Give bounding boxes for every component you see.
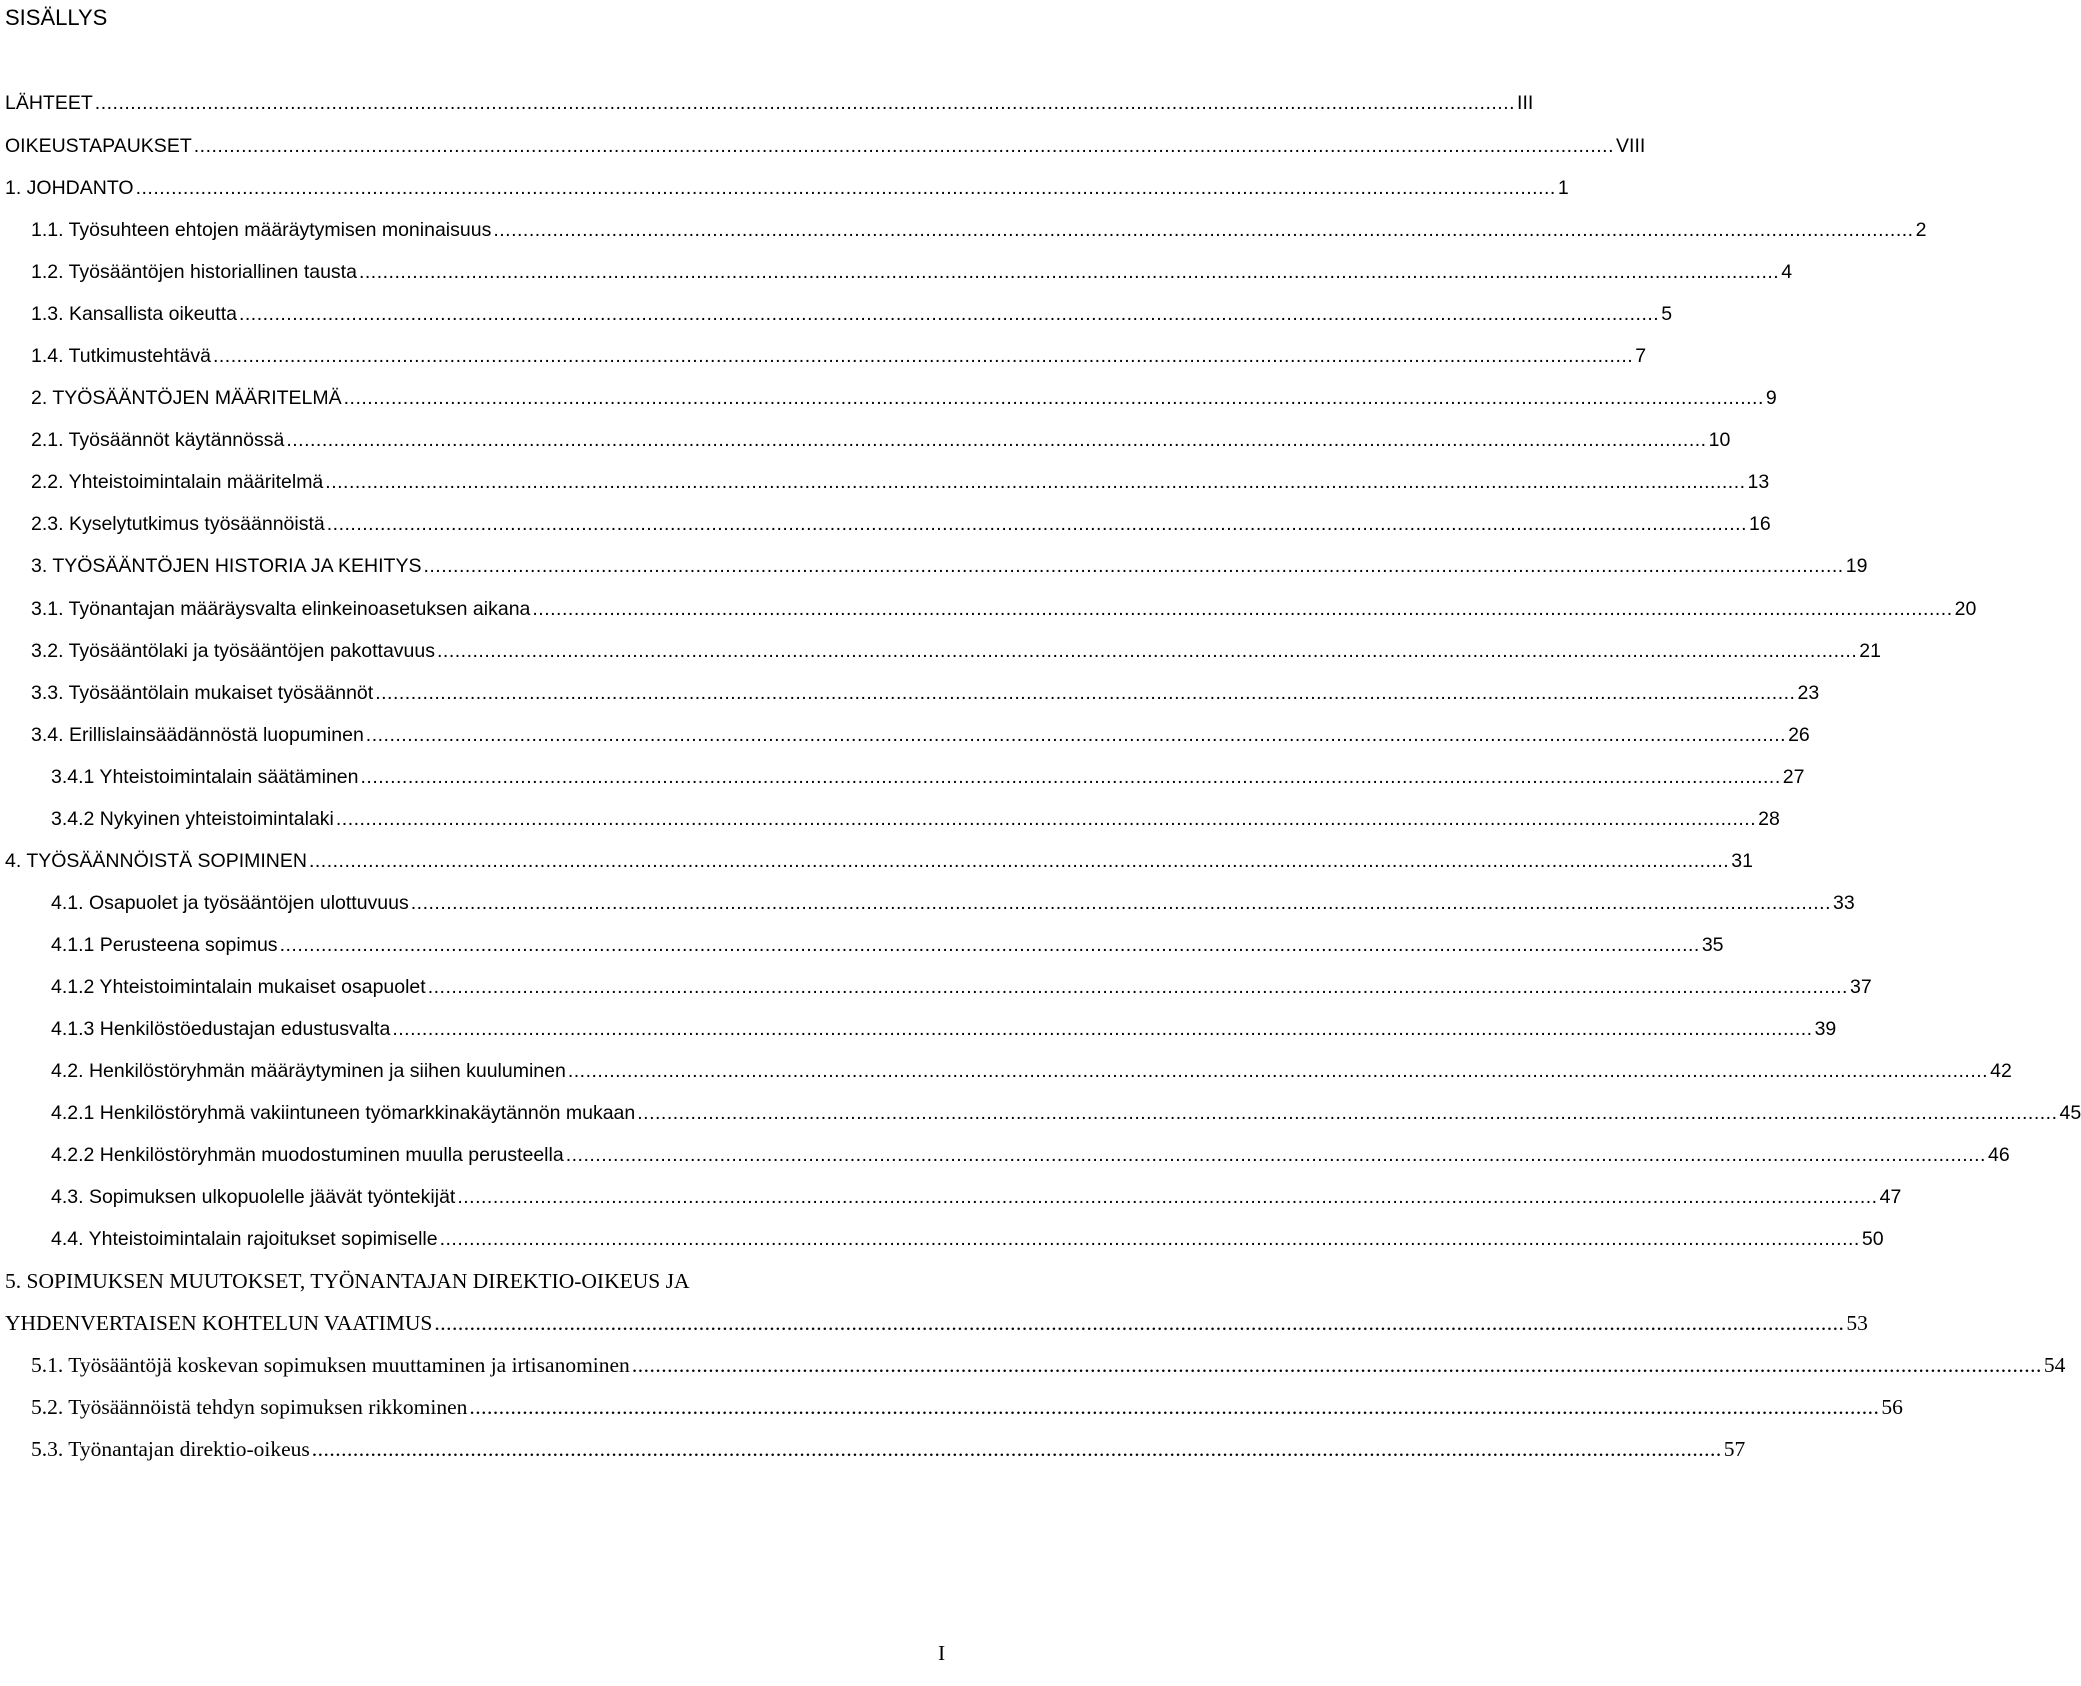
toc-leader-dots: ................................................................................................................................................................................................................................................	[193, 135, 1615, 157]
toc-entry	[31, 636, 1881, 666]
toc-entry-page: 47	[1879, 1186, 1902, 1208]
toc-leader-dots: ................................................................................................................................................................................................................................................	[358, 261, 1780, 283]
toc-entry	[5, 88, 1534, 118]
page-number: I	[938, 1641, 946, 1665]
toc-entry	[51, 1182, 1902, 1212]
toc-entry	[31, 551, 1868, 581]
toc-entry	[51, 762, 1805, 792]
toc-entry-label: 3.1. Työnantajan määräysvalta elinkeinoasetuksen aikana	[31, 598, 531, 620]
toc-entry	[31, 425, 1731, 455]
toc-entry	[31, 1434, 1746, 1464]
toc-leader-dots: ................................................................................................................................................................................................................................................	[135, 177, 1556, 199]
toc-leader-dots: ................................................................................................................................................................................................................................................	[439, 1228, 1860, 1250]
toc-entry	[31, 720, 1810, 750]
toc-entry-label: 5.2. Työsäännöistä tehdyn sopimuksen rikkominen	[31, 1395, 468, 1419]
toc-entry-label: 1.4. Tutkimustehtävä	[31, 345, 211, 367]
toc-leader-dots: ................................................................................................................................................................................................................................................	[392, 1018, 1813, 1040]
toc-leader-dots: ................................................................................................................................................................................................................................................	[212, 345, 1634, 367]
toc-entry	[51, 888, 1855, 918]
toc-entry-page: 1	[1557, 177, 1569, 199]
toc-entry-page: 27	[1782, 766, 1805, 788]
toc-entry-page: III	[1517, 92, 1534, 114]
toc-entry	[31, 215, 1927, 245]
toc-leader-dots: ................................................................................................................................................................................................................................................	[286, 429, 1707, 451]
toc-entry-page: 2	[1915, 219, 1927, 241]
toc-entry	[31, 594, 1977, 624]
toc-leader-dots: ................................................................................................................................................................................................................................................	[279, 934, 1700, 956]
toc-entry-page: 7	[1635, 345, 1647, 367]
toc-leader-dots: ................................................................................................................................................................................................................................................	[437, 640, 1858, 662]
toc-leader-dots: ................................................................................................................................................................................................................................................	[311, 1437, 1722, 1461]
toc-entry	[51, 930, 1724, 960]
toc-entry-page: 39	[1814, 1018, 1837, 1040]
toc-entry-page: 57	[1723, 1437, 1746, 1461]
toc-entry	[31, 383, 1777, 413]
toc-entry-label: 4.1. Osapuolet ja työsääntöjen ulottuvuus	[51, 892, 409, 914]
toc-entry-label: 4.3. Sopimuksen ulkopuolelle jäävät työntekijät	[51, 1186, 456, 1208]
toc-entry	[51, 804, 1780, 834]
toc-entry-page: 31	[1731, 850, 1753, 872]
toc-entry	[51, 1140, 2010, 1170]
toc-entry-page: 16	[1749, 513, 1771, 535]
toc-leader-dots: ................................................................................................................................................................................................................................................	[360, 766, 1781, 788]
toc-leader-dots: ................................................................................................................................................................................................................................................	[532, 598, 1953, 620]
toc-entry-page: 56	[1881, 1395, 1903, 1419]
toc-entry-page: 19	[1845, 555, 1868, 577]
toc-entry-page: 53	[1846, 1311, 1868, 1335]
toc-entry	[31, 299, 1673, 329]
toc-entry-page: 28	[1758, 808, 1780, 830]
toc-leader-dots: ................................................................................................................................................................................................................................................	[238, 303, 1660, 325]
toc-entry-label: 4.1.1 Perusteena sopimus	[51, 934, 278, 956]
page-title: SISÄLLYS	[5, 5, 108, 30]
toc-entry-label: 4.1.2 Yhteistoimintalain mukaiset osapuolet	[51, 976, 426, 998]
toc-entry-label: 4.2. Henkilöstöryhmän määräytyminen ja siihen kuuluminen	[51, 1060, 566, 1082]
toc-entry-page: 21	[1859, 640, 1881, 662]
toc-entry-page: 10	[1708, 429, 1731, 451]
toc-entry-page: VIII	[1616, 135, 1646, 157]
toc-leader-dots: ................................................................................................................................................................................................................................................	[427, 976, 1848, 998]
toc-entry	[51, 1014, 1837, 1044]
toc-entry	[31, 467, 1770, 497]
toc-leader-dots: ................................................................................................................................................................................................................................................	[457, 1186, 1878, 1208]
toc-leader-dots: ................................................................................................................................................................................................................................................	[567, 1060, 1989, 1082]
toc-leader-dots: ................................................................................................................................................................................................................................................	[469, 1395, 1880, 1419]
toc-entry-page: 5	[1661, 303, 1673, 325]
toc-entry-label: 3.4.1 Yhteistoimintalain säätäminen	[51, 766, 359, 788]
toc-leader-dots: ................................................................................................................................................................................................................................................	[423, 555, 1844, 577]
toc-entry	[51, 1056, 2012, 1086]
toc-entry	[51, 1224, 1884, 1254]
toc-entry-page: 46	[1987, 1144, 2010, 1166]
toc-entry	[31, 678, 1820, 708]
toc-entry-page: 20	[1954, 598, 1977, 620]
toc-entry	[5, 846, 1753, 876]
toc-entry-page: 9	[1765, 387, 1777, 409]
toc-entry-page: 26	[1788, 724, 1810, 746]
toc-entry-label: 2.1. Työsäännöt käytännössä	[31, 429, 285, 451]
toc-leader-dots: ................................................................................................................................................................................................................................................	[631, 1353, 2042, 1377]
toc-entry-label: 4.2.2 Henkilöstöryhmän muodostuminen muulla perusteella	[51, 1144, 564, 1166]
toc-entry-label: 5.3. Työnantajan direktio-oikeus	[31, 1437, 310, 1461]
toc-leader-dots: ................................................................................................................................................................................................................................................	[637, 1102, 2058, 1124]
toc-entry-label: 1.1. Työsuhteen ehtojen määräytymisen moninaisuus	[31, 219, 492, 241]
toc-leader-dots: ................................................................................................................................................................................................................................................	[410, 892, 1832, 914]
toc-leader-dots: ................................................................................................................................................................................................................................................	[434, 1311, 1845, 1335]
toc-entry	[5, 173, 1569, 203]
toc-entry	[5, 131, 1646, 161]
toc-entry-label: 5.1. Työsääntöjä koskevan sopimuksen muuttaminen ja irtisanominen	[31, 1353, 630, 1377]
toc-entry-page: 13	[1747, 471, 1770, 493]
toc-entry	[51, 1098, 2081, 1128]
toc-leader-dots: ................................................................................................................................................................................................................................................	[565, 1144, 1986, 1166]
toc-entry	[31, 257, 1793, 287]
toc-entry-label: LÄHTEET	[5, 92, 93, 114]
toc-entry-label: 3.2. Työsääntölaki ja työsääntöjen pakottavuus	[31, 640, 435, 662]
toc-leader-dots: ................................................................................................................................................................................................................................................	[343, 387, 1764, 409]
toc-entry-label: 3.3. Työsääntölain mukaiset työsäännöt	[31, 682, 374, 704]
toc-entry	[31, 509, 1771, 539]
toc-leader-dots: ................................................................................................................................................................................................................................................	[308, 850, 1730, 872]
toc-entry-label: 3.4.2 Nykyinen yhteistoimintalaki	[51, 808, 334, 830]
toc-entry	[31, 1350, 2066, 1380]
toc-leader-dots: ................................................................................................................................................................................................................................................	[375, 682, 1796, 704]
toc-entry-page: 50	[1861, 1228, 1884, 1250]
toc-entry-page: 45	[2059, 1102, 2081, 1124]
toc-leader-dots: ................................................................................................................................................................................................................................................	[326, 513, 1747, 535]
toc-leader-dots: ................................................................................................................................................................................................................................................	[94, 92, 1516, 114]
toc-entry-label: 4.2.1 Henkilöstöryhmä vakiintuneen työmarkkinakäytännön mukaan	[51, 1102, 636, 1124]
toc-entry-label: 2. TYÖSÄÄNTÖJEN MÄÄRITELMÄ	[31, 387, 342, 409]
toc-entry	[31, 1392, 1903, 1422]
toc-entry-page: 33	[1833, 892, 1855, 914]
toc-leader-dots: ................................................................................................................................................................................................................................................	[325, 471, 1746, 493]
toc-entry-label: YHDENVERTAISEN KOHTELUN VAATIMUS	[5, 1311, 433, 1335]
toc-entry	[5, 1308, 1868, 1338]
toc-chapter-heading-line1: 5. SOPIMUKSEN MUUTOKSET, TYÖNANTAJAN DIREKTIO-OIKEUS JA	[5, 1269, 690, 1293]
toc-leader-dots: ................................................................................................................................................................................................................................................	[335, 808, 1757, 830]
toc-entry-page: 42	[1990, 1060, 2012, 1082]
toc-leader-dots: ................................................................................................................................................................................................................................................	[493, 219, 1914, 241]
toc-entry-label: 4.4. Yhteistoimintalain rajoitukset sopimiselle	[51, 1228, 438, 1250]
toc-entry-page: 23	[1797, 682, 1820, 704]
toc-entry-label: 3.4. Erillislainsäädännöstä luopuminen	[31, 724, 364, 746]
toc-entry-label: 1. JOHDANTO	[5, 177, 134, 199]
toc-entry-label: 2.3. Kyselytutkimus työsäännöistä	[31, 513, 325, 535]
toc-entry	[51, 972, 1872, 1002]
toc-entry-label: 1.2. Työsääntöjen historiallinen tausta	[31, 261, 357, 283]
toc-entry-page: 35	[1701, 934, 1724, 956]
toc-entry	[31, 341, 1647, 371]
toc-entry-label: OIKEUSTAPAUKSET	[5, 135, 192, 157]
toc-entry-label: 3. TYÖSÄÄNTÖJEN HISTORIA JA KEHITYS	[31, 555, 422, 577]
toc-entry-label: 2.2. Yhteistoimintalain määritelmä	[31, 471, 324, 493]
toc-entry-label: 4. TYÖSÄÄNNÖISTÄ SOPIMINEN	[5, 850, 307, 872]
toc-entry-label: 1.3. Kansallista oikeutta	[31, 303, 237, 325]
toc-entry-page: 37	[1849, 976, 1872, 998]
toc-entry-page: 54	[2043, 1353, 2066, 1377]
toc-entry-page: 4	[1781, 261, 1793, 283]
toc-leader-dots: ................................................................................................................................................................................................................................................	[365, 724, 1787, 746]
toc-entry-label: 4.1.3 Henkilöstöedustajan edustusvalta	[51, 1018, 391, 1040]
